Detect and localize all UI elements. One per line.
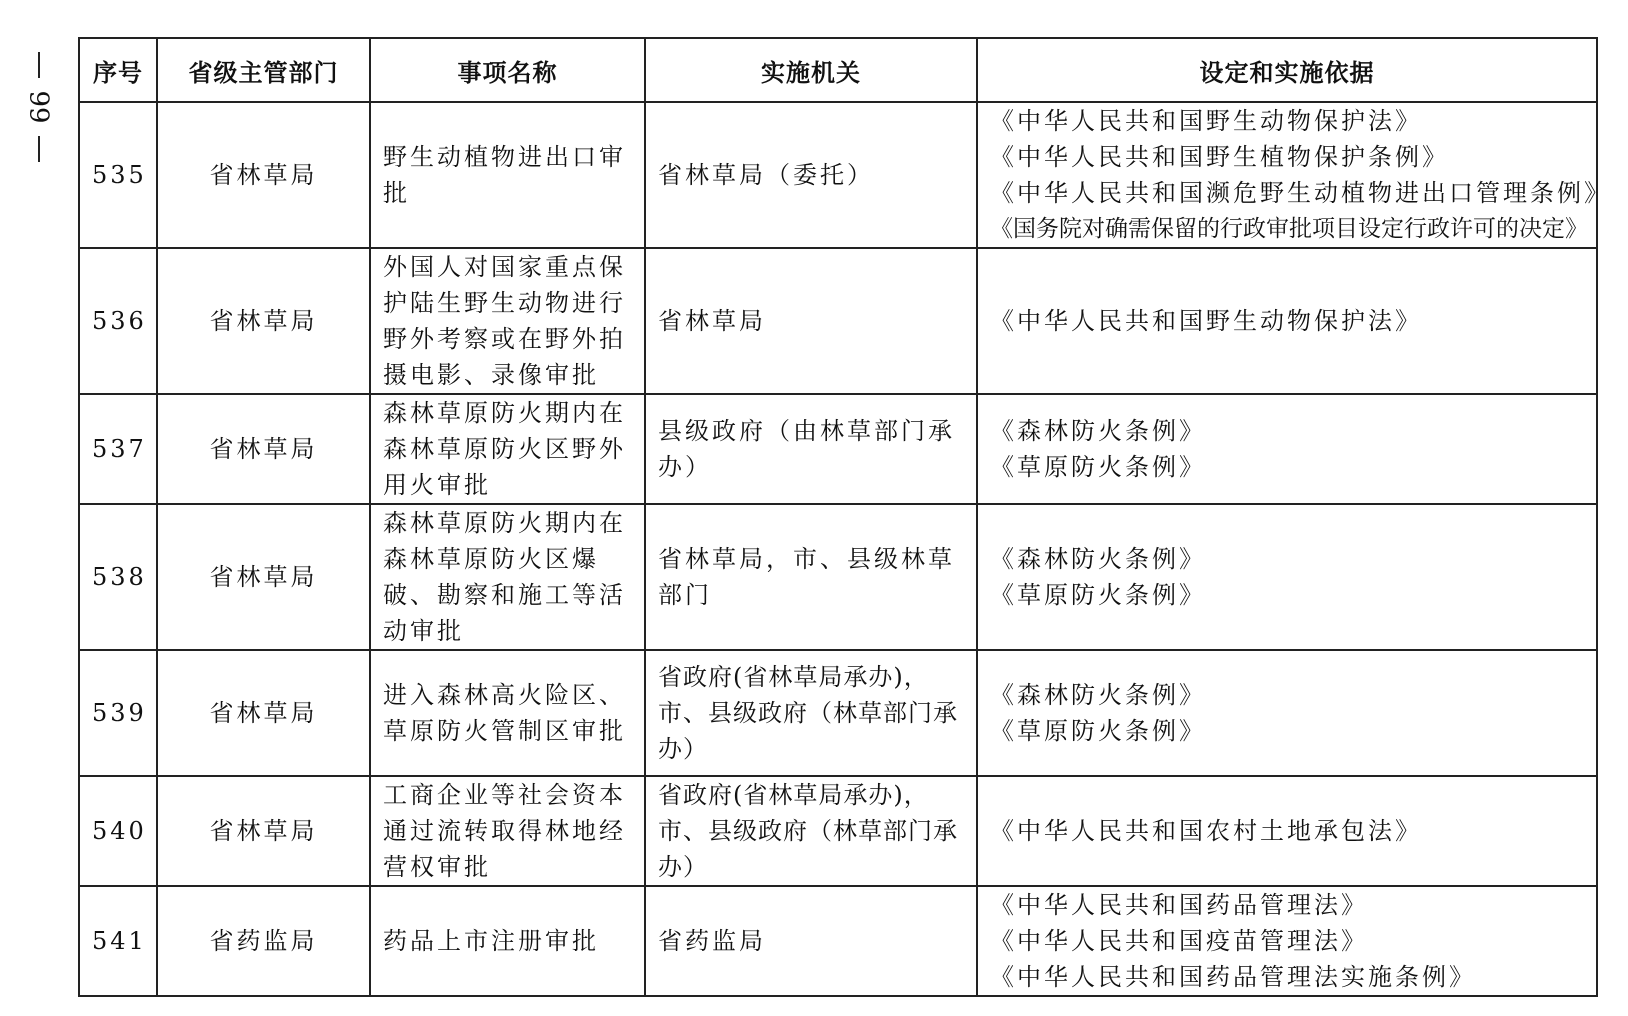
cell-item: 森林草原防火期内在森林草原防火区爆破、勘察和施工等活动审批: [370, 504, 645, 650]
cell-seq: 541: [79, 886, 157, 996]
cell-agency: 省林草局: [645, 248, 977, 394]
page-number-dash-top: [38, 52, 40, 78]
header-basis: 设定和实施依据: [977, 38, 1597, 102]
cell-basis: [977, 102, 1611, 248]
cell-basis: [977, 394, 1597, 504]
cell-seq: 536: [79, 248, 157, 394]
header-dept: 省级主管部门: [157, 38, 370, 102]
cell-seq: 537: [79, 394, 157, 504]
basis-line: 《森林防火条例》: [990, 417, 1206, 445]
table-row: [79, 886, 1597, 996]
header-seq: 序号: [79, 38, 157, 102]
basis-line: 《中华人民共和国农村土地承包法》: [990, 817, 1422, 845]
basis-line: 《草原防火条例》: [990, 581, 1206, 609]
cell-item: 进入森林高火险区、草原防火管制区审批: [370, 650, 645, 776]
cell-item: 野生动植物进出口审批: [370, 102, 645, 248]
basis-line: 《国务院对确需保留的行政审批项目设定行政许可的决定》: [990, 216, 1588, 242]
header-agency: 实施机关: [645, 38, 977, 102]
cell-basis: [977, 650, 1597, 776]
cell-agency: 县级政府（由林草部门承办）: [645, 394, 977, 504]
cell-basis: [977, 248, 1597, 394]
cell-seq: 538: [79, 504, 157, 650]
basis-line: 《草原防火条例》: [990, 717, 1206, 745]
cell-item: 药品上市注册审批: [370, 886, 645, 996]
table-row: [79, 394, 1597, 504]
table-header-row: [79, 38, 1597, 102]
approval-items-table: [78, 37, 1611, 997]
table-row: [79, 102, 1597, 248]
cell-seq: 535: [79, 102, 157, 248]
cell-dept: 省林草局: [157, 102, 370, 248]
basis-line: 《中华人民共和国药品管理法》: [990, 891, 1368, 919]
cell-dept: 省林草局: [157, 650, 370, 776]
basis-line: 《中华人民共和国药品管理法实施条例》: [990, 963, 1476, 991]
cell-basis: [977, 776, 1597, 886]
basis-line: 《中华人民共和国疫苗管理法》: [990, 927, 1368, 955]
basis-line: 《森林防火条例》: [990, 681, 1206, 709]
cell-item: 工商企业等社会资本通过流转取得林地经营权审批: [370, 776, 645, 886]
cell-dept: 省林草局: [157, 394, 370, 504]
basis-line: 《中华人民共和国濒危野生动植物进出口管理条例》: [990, 179, 1611, 207]
cell-agency: 省林草局（委托）: [645, 102, 977, 248]
table-row: [79, 776, 1597, 886]
header-item: 事项名称: [370, 38, 645, 102]
cell-seq: 540: [79, 776, 157, 886]
page-number: [18, 52, 60, 172]
basis-line: 《森林防火条例》: [990, 545, 1206, 573]
basis-line: 《中华人民共和国野生动物保护法》: [990, 307, 1422, 335]
basis-line: 《草原防火条例》: [990, 453, 1206, 481]
cell-dept: 省林草局: [157, 776, 370, 886]
cell-dept: 省林草局: [157, 504, 370, 650]
cell-seq: 539: [79, 650, 157, 776]
cell-agency: 省政府(省林草局承办)，市、县级政府（林草部门承办）: [645, 650, 977, 776]
cell-agency: 省林草局，市、县级林草部门: [645, 504, 977, 650]
cell-dept: 省林草局: [157, 248, 370, 394]
table-row: [79, 650, 1597, 776]
basis-line: 《中华人民共和国野生植物保护条例》: [990, 143, 1449, 171]
cell-item: 外国人对国家重点保护陆生野生动物进行野外考察或在野外拍摄电影、录像审批: [370, 248, 645, 394]
cell-agency: 省政府(省林草局承办)，市、县级政府（林草部门承办）: [645, 776, 977, 886]
cell-basis: [977, 886, 1597, 996]
cell-basis: [977, 504, 1597, 650]
page-number-value: 99: [24, 90, 54, 124]
table-row: [79, 504, 1597, 650]
cell-agency: 省药监局: [645, 886, 977, 996]
cell-item: 森林草原防火期内在森林草原防火区野外用火审批: [370, 394, 645, 504]
page-number-dash-bottom: [38, 136, 40, 162]
cell-dept: 省药监局: [157, 886, 370, 996]
basis-line: 《中华人民共和国野生动物保护法》: [990, 107, 1422, 135]
table-row: [79, 248, 1597, 394]
